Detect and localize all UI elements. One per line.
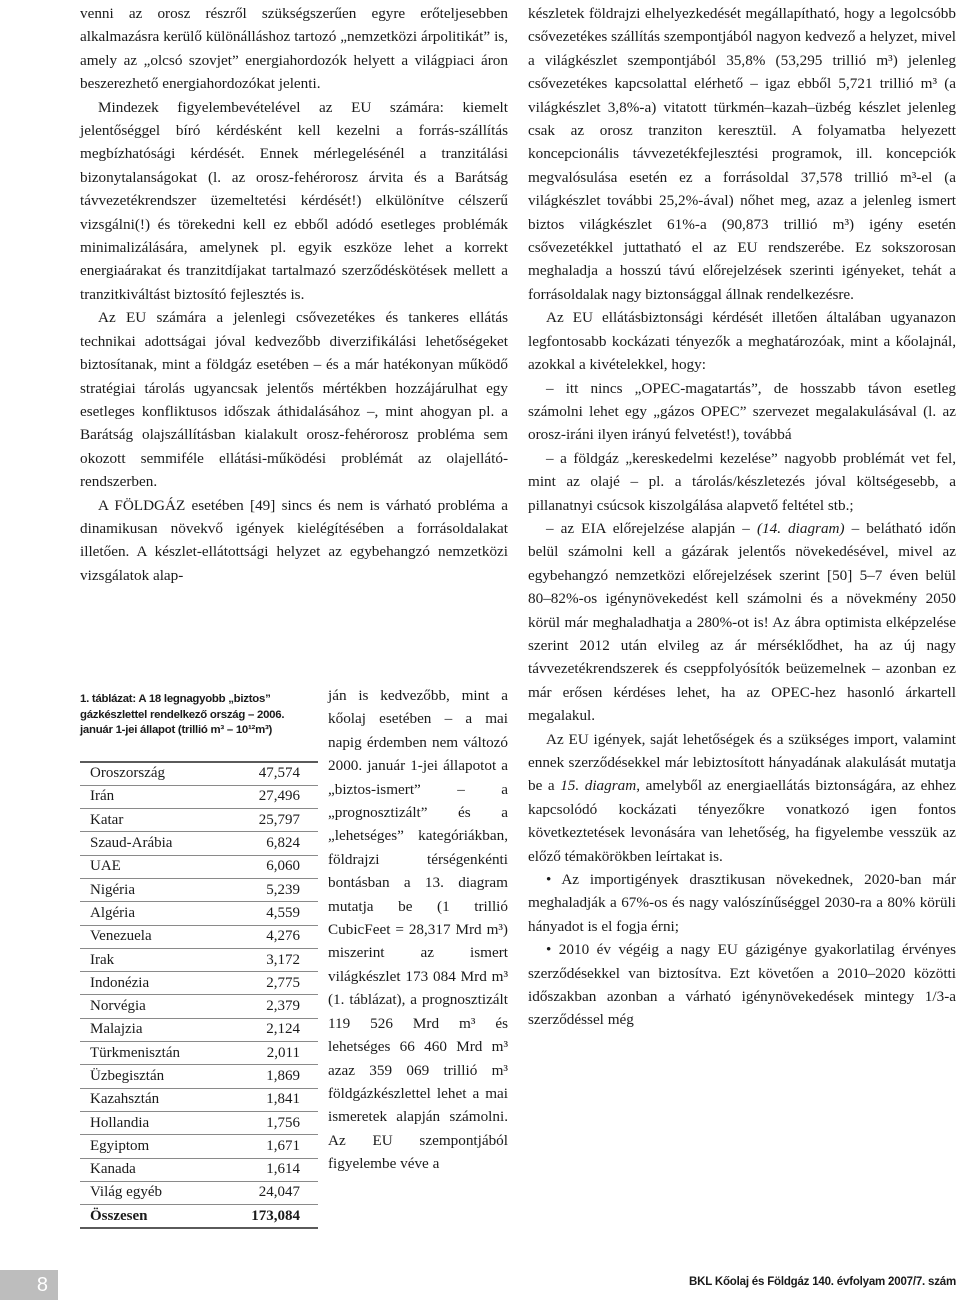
left-paragraph-3: Az EU számára a jelenlegi csővezetékes és tankeres ellátás technikai adottságai jóval kedvezőbb diverzifikálási lehetőségeket biztosítanak, mint a földgáz esetében – és a már hatékonyan működő stratégiai tárolás ugyancsak jelentős mértékben hozzájárulhat egy esetleges konfliktusos időszak áthidalásához –, mint ahogyan pl. a Barátság olajszállításban kialakult orosz-fehérorosz probléma sem okozott semmiféle ellátási-működési problémát az olajellátó-rendszerben. — [80, 309, 508, 491]
table-row — [80, 948, 318, 971]
country-cell: Világ egyéb — [80, 1181, 218, 1204]
country-cell: Nigéria — [80, 878, 218, 901]
page-number: 8 — [0, 1270, 58, 1300]
right-p5-text-a: – az EIA előrejelzése alapján – — [546, 519, 757, 537]
table-row — [80, 762, 318, 786]
right-p5-text-c: – belátható időn belül számolni kell a gázárak jelentős növekedésével, mivel az egybehangzó nemzetközi előrejelzések szerint [50] 5–7 éven belül 80–82%-os igénynövekedést kell számolni és a növekmény 2050 körül már meghaladhatja a 280%-ot is! Az ábra optimista elképzelése szerint 2012 után elvileg az ár mérséklődhet, ha az új nagy távvezetékrendszerek és cseppfolyósítók beüzemelnek – azonban ez már erősen kérdéses lehet, ha az OPEC-hez hasonló árkartell megalakul. — [528, 519, 956, 725]
table-row — [80, 1135, 318, 1158]
diagram-14-reference: (14. diagram) — [756, 519, 845, 537]
reserve-value-cell: 4,559 — [218, 902, 318, 925]
table-side-text-block — [328, 684, 508, 1176]
country-cell: Irán — [80, 785, 218, 808]
table-row — [80, 878, 318, 901]
reserve-value-cell: 1,869 — [218, 1065, 318, 1088]
table-row — [80, 995, 318, 1018]
country-cell: Indonézia — [80, 972, 218, 995]
table-row — [80, 809, 318, 832]
journal-footer: BKL Kőolaj és Földgáz 140. évfolyam 2007/7. szám — [689, 1276, 956, 1288]
reserve-value-cell: 1,614 — [218, 1158, 318, 1181]
country-cell: Malajzia — [80, 1018, 218, 1041]
table-row — [80, 1065, 318, 1088]
gas-reserves-table — [80, 761, 318, 1230]
right-paragraph-2: Az EU ellátásbiztonsági kérdését illetően általában ugyanazon legfontosabb kockázati tényezők a meghatározóak, mint a kőolajnál, azokkal a kivételekkel, hogy: — [528, 309, 956, 374]
table-row — [80, 902, 318, 925]
reserve-value-cell: 2,011 — [218, 1042, 318, 1065]
reserve-value-cell: 2,124 — [218, 1018, 318, 1041]
country-cell: Venezuela — [80, 925, 218, 948]
reserve-value-cell: 27,496 — [218, 785, 318, 808]
table-total-row — [80, 1205, 318, 1229]
country-cell: Összesen — [80, 1205, 218, 1229]
reserve-value-cell: 25,797 — [218, 809, 318, 832]
reserve-value-cell: 6,060 — [218, 855, 318, 878]
left-paragraph-4: A FÖLDGÁZ esetében [49] sincs és nem is várható probléma a dinamikusan növekvő igények kielégítésében a forrásoldalakat illetően. A készlet-ellátottsági helyzet az egybehangzó nemzetközi vizsgálatok alap- — [80, 496, 508, 584]
reserve-value-cell: 1,671 — [218, 1135, 318, 1158]
reserve-value-cell: 2,379 — [218, 995, 318, 1018]
country-cell: UAE — [80, 855, 218, 878]
left-paragraph-1: venni az orosz részről szükségszerűen egyre erőteljesebben alkalmazásra kerülő különálláshoz tartozó „nemzetközi árpolitikát” is, amely az „olcsó szovjet” energiahordozók helyett a világpiaci áron beszerezhető energiahordozókat jelenti. — [80, 5, 508, 93]
right-paragraph-3: – itt nincs „OPEC-magatartás”, de hosszabb távon esetleg számolni lehet egy „gázos OPEC” szervezet megalakulásával (l. az orosz-iráni ilyen irányú felvetést!), továbbá — [528, 379, 956, 444]
table-row — [80, 832, 318, 855]
diagram-15-reference: 15. diagram — [560, 777, 637, 795]
table-row — [80, 1111, 318, 1134]
right-paragraph-7: • Az importigények drasztikusan növekednek, 2020-ban már meghaladják a 67%-os és nagy valószínűséggel 2030-ra a 80% körüli hányadot is el fogja érni; — [528, 871, 956, 935]
reserve-value-cell: 47,574 — [218, 762, 318, 786]
right-paragraph-6 — [528, 728, 956, 868]
table-row — [80, 1018, 318, 1041]
country-cell: Hollandia — [80, 1111, 218, 1134]
reserve-value-cell: 3,172 — [218, 948, 318, 971]
table-side-paragraph: ján is kedvezőbb, mint a kőolaj esetében – a mai napig érdemben nem változó 2000. január 1-jei állapotot a „biztos-ismert” – a „prognosztizált” és a „lehetséges” kategóriákban, földrajzi térségenkénti bontásban a 13. diagram mutatja be (1 trillió CubicFeet = 28,317 Mrd m³) miszerint az ismert világkészlet 173 084 Mrd m³ (1. táblázat), a prognosztizált 119 526 Mrd m³ és lehetséges 66 460 Mrd m³ azaz 359 069 trillió m³ földgázkészlettel lehet a mai ismeretek alapján számolni. Az EU szempontjából figyelembe véve a — [328, 687, 508, 1173]
table-row — [80, 855, 318, 878]
right-paragraph-1: készletek földrajzi elhelyezkedését megállapítható, hogy a legolcsóbb csővezetékes szállítás szempontjából nagyon kedvező a helyzet, mivel a világkészlet szempontjából 35,8% (53,295 trillió m³) jelenleg csővezetékes kapcsolattal elérhető – igaz ebből 5,721 trillió m³ (a világkészlet 3,8%-a) vitatott türkmén–kazah–üzbég készlet jelenleg csak az orosz tranziton keresztül. A folyamatba helyezett koncepcionális távvezetékfejlesztési programok, ill. koncepciók megvalósulása esetén ez a forrásoldal 37,578 trillió m³-el (a világkészlet további 25,2%-ával) nőhet meg, azaz a jelenleg ismert biztos világkészlet 61%-a (90,873 trillió m³) igény esetén csővezetékkel juttatható el az EU rendszerébe. Ez sokszorosan meghaladja a hosszú távú előrejelzések szerinti igényeket, tehát a forrásoldalak nagy biztonsággal állnak rendelkezésre. — [528, 5, 956, 303]
country-cell: Irak — [80, 948, 218, 971]
country-cell: Norvégia — [80, 995, 218, 1018]
country-cell: Katar — [80, 809, 218, 832]
right-p6-text-a: Az EU igények, saját lehetőségek és a szükséges import, valamint ennek szerződésekkel már lebiztosított hányadának alakulását mutatja be a — [528, 730, 956, 795]
right-paragraph-5 — [528, 517, 956, 728]
country-cell: Kazahsztán — [80, 1088, 218, 1111]
table-row — [80, 925, 318, 948]
reserve-value-cell: 173,084 — [218, 1205, 318, 1229]
table-row — [80, 1042, 318, 1065]
country-cell: Szaud-Arábia — [80, 832, 218, 855]
table-row — [80, 1181, 318, 1204]
country-cell: Oroszország — [80, 762, 218, 786]
reserve-value-cell: 2,775 — [218, 972, 318, 995]
right-column — [528, 2, 956, 1032]
country-cell: Türkmenisztán — [80, 1042, 218, 1065]
gas-reserves-table-block — [80, 692, 318, 1229]
reserve-value-cell: 5,239 — [218, 878, 318, 901]
table-row — [80, 785, 318, 808]
table-row — [80, 1158, 318, 1181]
table-body — [80, 762, 318, 1229]
country-cell: Kanada — [80, 1158, 218, 1181]
country-cell: Algéria — [80, 902, 218, 925]
left-paragraph-2: Mindezek figyelembevételével az EU számára: kiemelt jelentőséggel bíró kérdésként kell kezelni a forrás-szállítás megbízhatósági kérdését. Ennek mérlegelésénél a tranzitálási bizonytalanságokat (l. az orosz-fehérorosz árvita és a Barátság távvezetékrendszer üzemeltetési kérdését!) elkülönítve célszerű vizsgálni(!) és törekedni kell ez ebből adódó esetleges problémák minimalizálására, amelynek pl. egyik eszköze lehet a korrekt energiaárakat és tranzitdíjakat tartalmazó szerződéskötések mellett a tranzitkiváltást biztosító fejlesztés is. — [80, 98, 508, 303]
country-cell: Üzbegisztán — [80, 1065, 218, 1088]
country-cell: Egyiptom — [80, 1135, 218, 1158]
reserve-value-cell: 6,824 — [218, 832, 318, 855]
right-paragraph-8: • 2010 év végéig a nagy EU gázigénye gyakorlatilag érvényes szerződésekkel van biztosítva. Ezt követően a 2010–2020 közötti időszakban azonban a várható igénynövekedések mintegy 1/3-a szerződéssel még — [528, 941, 956, 1029]
reserve-value-cell: 24,047 — [218, 1181, 318, 1204]
left-column — [80, 2, 508, 587]
reserve-value-cell: 1,756 — [218, 1111, 318, 1134]
table-row — [80, 1088, 318, 1111]
reserve-value-cell: 4,276 — [218, 925, 318, 948]
table-row — [80, 972, 318, 995]
right-paragraph-4: – a földgáz „kereskedelmi kezelése” nagyobb problémát vet fel, mint az olajé – pl. a tárolás/készletezés jóval költségesebb, a pillanatnyi csúcsok kiszolgálása alapvető feltétel stb.; — [528, 449, 956, 514]
reserve-value-cell: 1,841 — [218, 1088, 318, 1111]
right-p6-text-c: , amelyből az energiaellátás biztonságára, az ehhez kapcsolódó kockázati tényezőkre vonatkozó igen fontos következtetések levonására van lehetőség, ha figyelembe vesszük az előző témakörökben leírtakat is. — [528, 777, 956, 865]
table-caption: 1. táblázat: A 18 legnagyobb „biztos” gázkészlettel rendelkező ország – 2006. január 1-jei állapot (trillió m³ – 10¹²m³) — [80, 693, 285, 736]
